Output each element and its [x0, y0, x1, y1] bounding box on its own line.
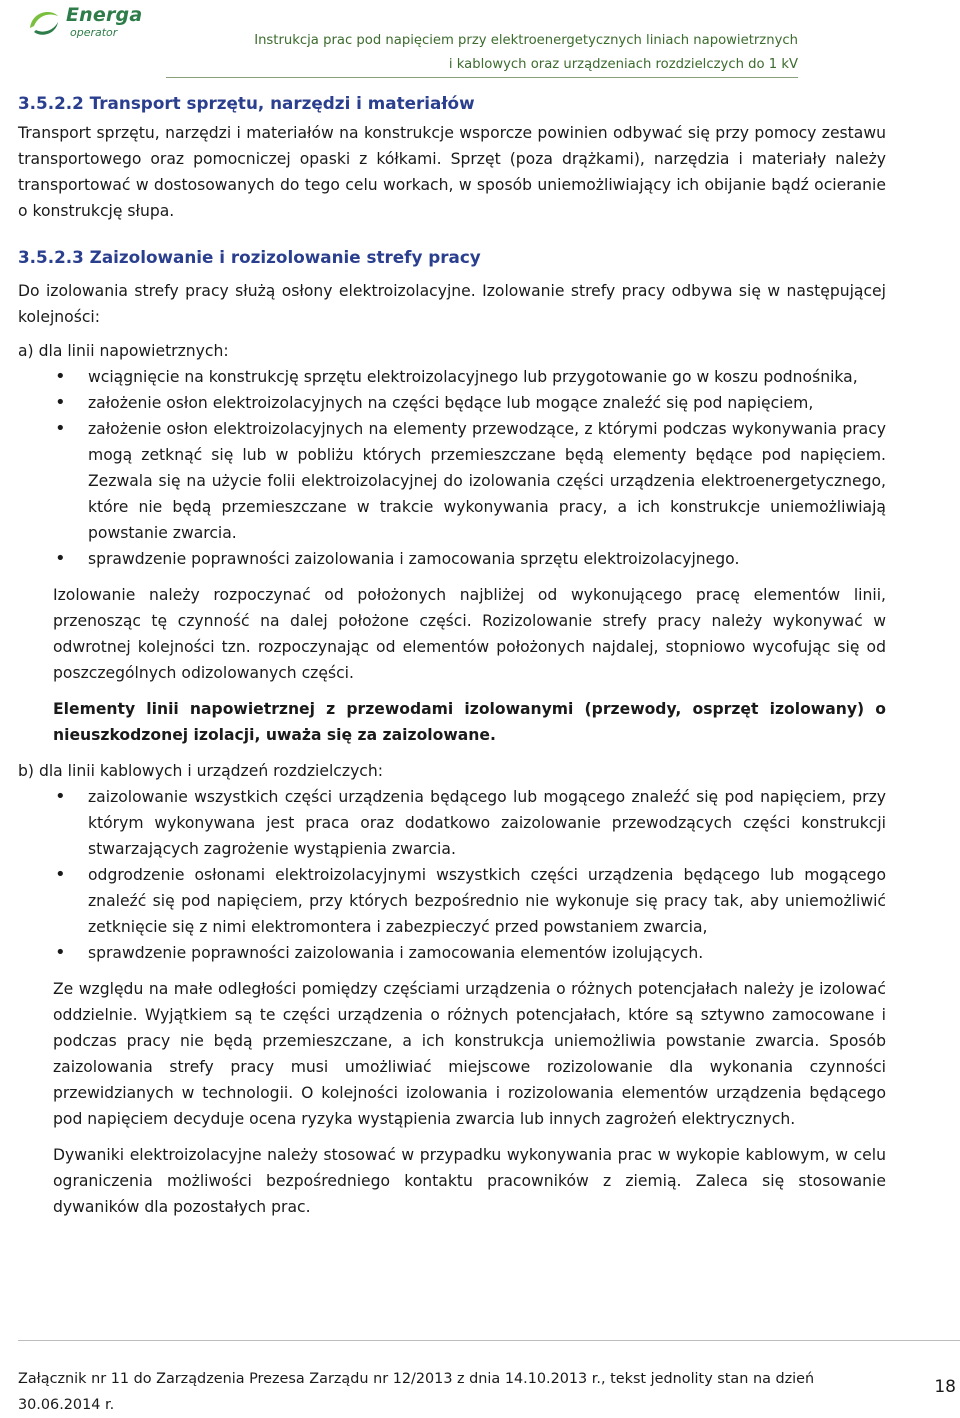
- list-a-item: • wciągnięcie na konstrukcję sprzętu elektroizolacyjnego lub przygotowanie go w koszu podnośnika,: [18, 364, 886, 390]
- list-b-item: • odgrodzenie osłonami elektroizolacyjnymi wszystkich części urządzenia będącego lub mogącego znaleźć się pod napięciem, przy których bezpośrednio nie wykonuje się pracy tak, aby uniemożliwić zetknięcie się z nimi elektromontera i zabezpieczyć przed powstaniem zwarcia,: [18, 862, 886, 940]
- header-title-line-1: Instrukcja prac pod napięciem przy elektroenergetycznych liniach napowietrznych: [254, 33, 798, 48]
- energa-logo: [26, 6, 166, 40]
- footer-divider: [18, 1340, 960, 1341]
- header-title-line-2: i kablowych oraz urządzeniach rozdzielczych do 1 kV: [448, 57, 798, 72]
- list-a-item: • założenie osłon elektroizolacyjnych na elementy przewodzące, z którymi podczas wykonywania pracy mogą zetknąć się lub w pobliżu których przemieszczane będą elementy będące pod napięciem. Zezwala się na użycie folii elektroizolacyjnej do izolowania części urządzenia elektroenergetycznego, które nie będą przemieszczane w trakcie wykonywania pracy, a ich konstrukcje uniemożliwiają powstanie zwarcia.: [18, 416, 886, 546]
- list-b: [18, 784, 886, 966]
- footer-text: Załącznik nr 11 do Zarządzenia Prezesa Zarządu nr 12/2013 z dnia 14.10.2013 r., tekst jednolity stan na dzień 30.06.2014 r.: [18, 1371, 815, 1413]
- list-a-item: • założenie osłon elektroizolacyjnych na części będące lub mogące znaleźć się pod napięciem,: [18, 390, 886, 416]
- page-number: 18: [934, 1377, 956, 1397]
- isolation-intro: Do izolowania strefy pracy służą osłony elektroizolacyjne. Izolowanie strefy pracy odbywa się w następującej kolejności:: [18, 282, 886, 326]
- list-b-label: b) dla linii kablowych i urządzeń rozdzielczych:: [18, 762, 384, 780]
- list-b-item: • zaizolowanie wszystkich części urządzenia będącego lub mogącego znaleźć się pod napięciem, przy którym wykonywana jest praca oraz dodatkowo zaizolowanie przewodzących części konstrukcji stwarzających zagrożenie wystąpienia zwarcia.: [18, 784, 886, 862]
- separate-isolation-paragraph: Ze względu na małe odległości pomiędzy częściami urządzenia o różnych potencjałach należy je izolować oddzielnie. Wyjątkiem są te części urządzenia o różnych potencjałach, które są sztywno zamocowane i podczas pracy nie będą przemieszczane, a ich konstrukcja uniemożliwia powstanie zwarcia. Sposób zaizolowania strefy pracy musi umożliwiać miejscowe rozizolowanie dla wykonania czynności przewidzianych w technologii. O kolejności izolowania i rozizolowania elementów urządzenia będącego pod napięciem decyduje ocena ryzyka wystąpienia zwarcia lub innych zagrożeń elektrycznych.: [53, 980, 886, 1128]
- section-heading-3-5-2-2: 3.5.2.2 Transport sprzętu, narzędzi i materiałów: [18, 93, 475, 113]
- logo-subtitle: operator: [70, 26, 118, 39]
- list-a-item: • sprawdzenie poprawności zaizolowania i zamocowania sprzętu elektroizolacyjnego.: [18, 546, 886, 572]
- list-a-label: a) dla linii napowietrznych:: [18, 342, 229, 360]
- energa-swirl-icon: [26, 6, 62, 40]
- list-b-item: • sprawdzenie poprawności zaizolowania i zamocowania elementów izolujących.: [18, 940, 886, 966]
- logo-name: Energa: [66, 4, 143, 26]
- section-heading-3-5-2-3: 3.5.2.3 Zaizolowanie i rozizolowanie strefy pracy: [18, 247, 481, 267]
- insulated-lines-note: Elementy linii napowietrznej z przewodami izolowanymi (przewody, osprzęt izolowany) o nieuszkodzonej izolacji, uważa się za zaizolowane.: [53, 700, 886, 744]
- isolation-order-paragraph: Izolowanie należy rozpoczynać od położonych najbliżej od wykonującego pracę elementów linii, przenosząc tę czynność na dalej położone części. Rozizolowanie strefy pracy należy wykonywać w odwrotnej kolejności tzn. rozpoczynając od elementów położonych najdalej, stopniowo wycofując się od poszczególnych odizolowanych części.: [53, 586, 886, 682]
- header-divider: [166, 77, 798, 78]
- list-a: [18, 364, 886, 572]
- transport-paragraph: Transport sprzętu, narzędzi i materiałów na konstrukcje wsporcze powinien odbywać się przy pomocy zestawu transportowego oraz pomocniczej opaski z kółkami. Sprzęt (poza drążkami), narzędzia i materiały należy transportować w dostosowanych do tego celu workach, w sposób uniemożliwiający ich obijanie bądź ocieranie o konstrukcję słupa.: [18, 124, 886, 220]
- mats-paragraph: Dywaniki elektroizolacyjne należy stosować w przypadku wykonywania prac w wykopie kablowym, w celu ograniczenia możliwości bezpośredniego kontaktu pracowników z ziemią. Zaleca się stosowanie dywaników dla pozostałych prac.: [53, 1146, 886, 1216]
- document-body: [18, 90, 886, 1220]
